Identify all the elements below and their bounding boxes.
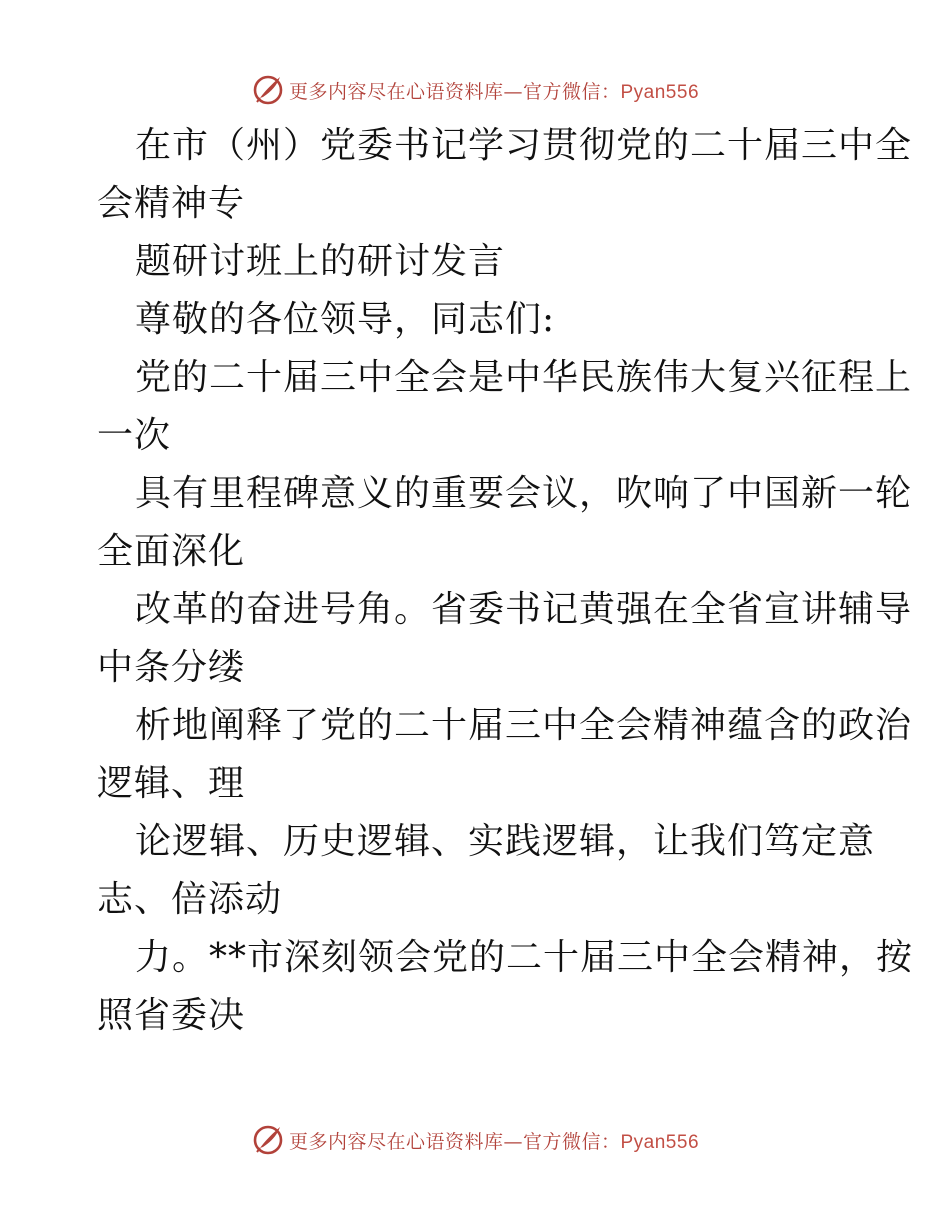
body-line: 论逻辑、历史逻辑、实践逻辑，让我们笃定意	[135, 821, 876, 862]
body-line: 一次	[97, 415, 172, 456]
body-line: 志、倍添动	[97, 879, 283, 920]
footer-banner-title: 更多内容尽在心语资料库	[288, 1130, 504, 1153]
body-line: 在市（州）党委书记学习贯彻党的二十届三中全	[135, 125, 913, 166]
body-line: 题研讨班上的研讨发言	[135, 241, 506, 282]
body-line: 全面深化	[97, 531, 246, 572]
body-line: 党的二十届三中全会是中华民族伟大复兴征程上	[135, 357, 913, 398]
header-banner	[0, 70, 950, 110]
body-line: 改革的奋进号角。省委书记黄强在全省宣讲辅导	[135, 589, 913, 630]
header-banner-title: 更多内容尽在心语资料库	[288, 80, 504, 103]
body-line: 会精神专	[97, 183, 246, 224]
body-line: 具有里程碑意义的重要会议，吹响了中国新一轮	[135, 473, 913, 514]
header-banner-separator: —	[503, 80, 523, 103]
body-line: 逻辑、理	[97, 763, 246, 804]
body-line: 尊敬的各位领导，同志们:	[135, 299, 556, 340]
footer-wechat-label: 官方微信：	[522, 1130, 621, 1153]
header-wechat-account: Pyan556	[620, 81, 700, 103]
header-wechat-label: 官方微信：	[522, 80, 621, 103]
footer-banner-separator: —	[503, 1130, 523, 1153]
footer-banner-text	[289, 1127, 699, 1154]
body-line: 析地阐释了党的二十届三中全会精神蕴含的政治	[135, 705, 913, 746]
footer-banner	[0, 1120, 950, 1160]
document-body	[97, 117, 914, 1045]
footer-wechat-account: Pyan556	[620, 1131, 700, 1153]
body-line: 力。**市深刻领会党的二十届三中全会精神，按	[135, 937, 914, 978]
body-line: 照省委决	[97, 995, 246, 1036]
quill-pen-logo-icon	[251, 1123, 285, 1157]
quill-pen-logo-icon	[251, 73, 285, 107]
body-line: 中条分缕	[97, 647, 246, 688]
header-banner-text	[289, 77, 699, 104]
